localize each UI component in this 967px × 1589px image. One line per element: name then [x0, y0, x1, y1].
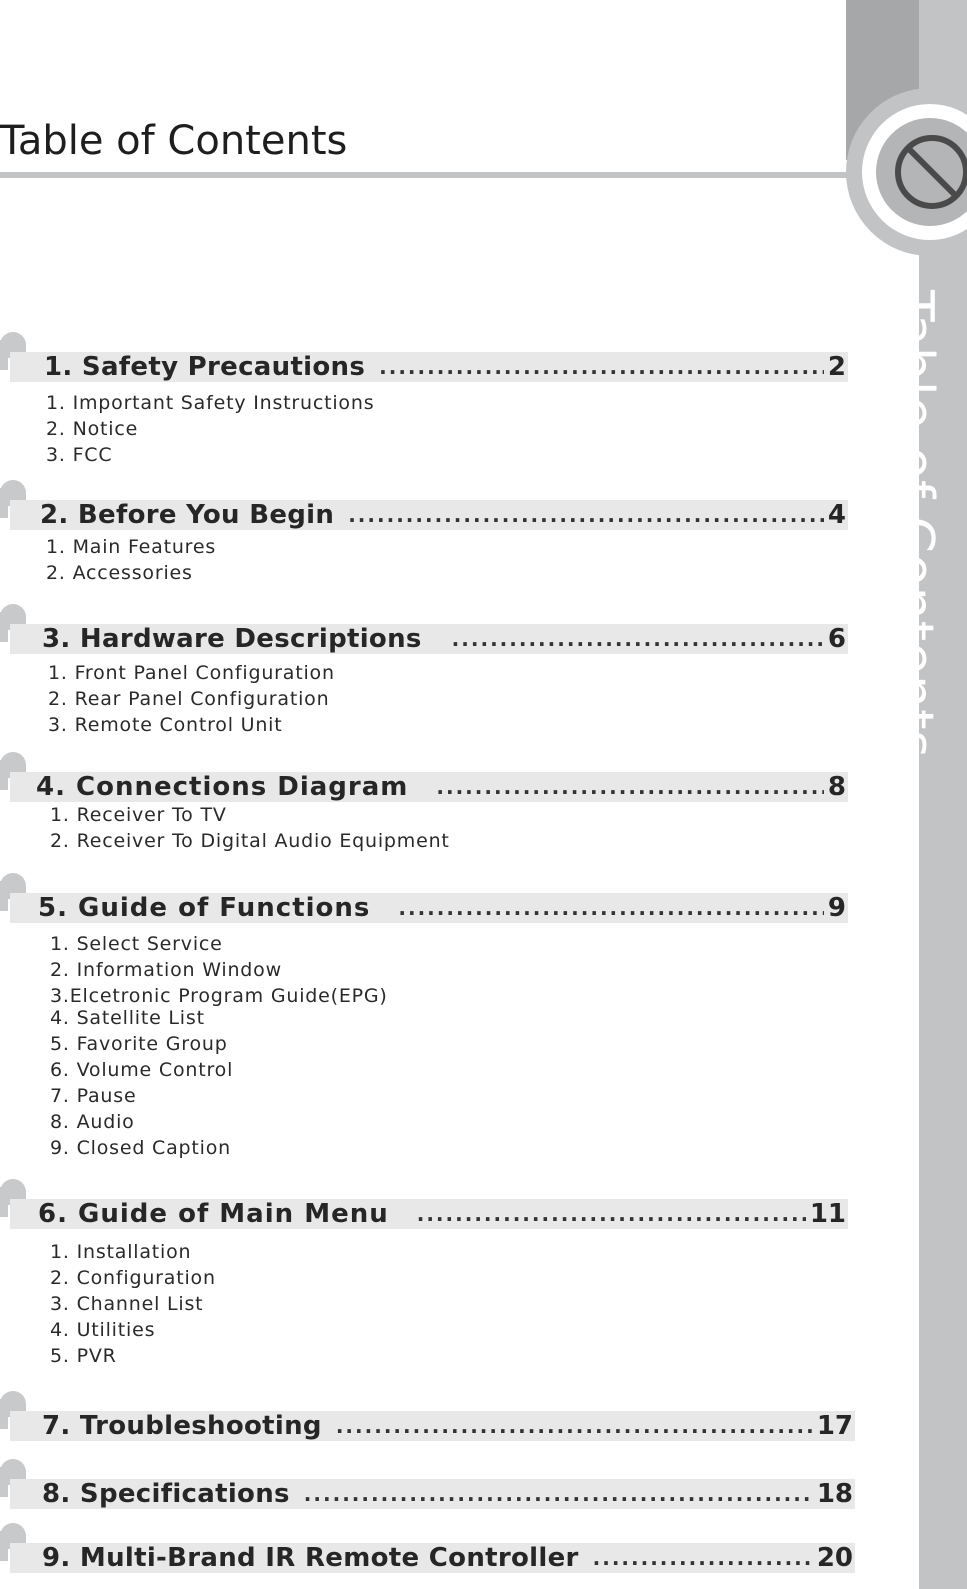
page-number: 2	[827, 352, 846, 382]
page-number: 18	[816, 1479, 853, 1509]
section-heading: 6. Guide of Main Menu	[38, 1199, 389, 1229]
list-item[interactable]: 8. Audio	[50, 1111, 135, 1133]
section-heading: 8. Specifications	[42, 1479, 290, 1509]
title-rule	[0, 172, 848, 178]
list-item[interactable]: 3. Channel List	[50, 1293, 204, 1315]
dot-leader	[452, 624, 824, 654]
list-item[interactable]: 2. Notice	[46, 418, 139, 440]
toc-entry-7[interactable]	[10, 1411, 855, 1441]
toc-entry-5[interactable]	[10, 893, 848, 923]
side-label: Table of Contents	[884, 290, 944, 759]
prohibition-icon	[890, 130, 967, 214]
list-item[interactable]: 4. Satellite List	[50, 1007, 205, 1029]
toc-entry-1[interactable]	[10, 352, 848, 382]
page-number: 6	[827, 624, 846, 654]
toc-entry-8[interactable]	[10, 1479, 855, 1509]
list-item[interactable]: 1. Receiver To TV	[50, 804, 227, 826]
toc-entry-6[interactable]	[10, 1199, 848, 1229]
list-item[interactable]: 2. Rear Panel Configuration	[48, 688, 330, 710]
toc-entry-2[interactable]	[10, 500, 848, 530]
page-number: 17	[816, 1411, 853, 1441]
dot-leader	[304, 1479, 813, 1509]
subsection-list	[48, 660, 335, 738]
subsection-list	[50, 1239, 216, 1369]
list-item[interactable]: 6. Volume Control	[50, 1059, 234, 1081]
list-item[interactable]: 7. Pause	[50, 1085, 137, 1107]
subsection-list	[46, 534, 216, 586]
list-item[interactable]: 3. Remote Control Unit	[48, 714, 283, 736]
section-heading: 1. Safety Precautions	[44, 352, 366, 382]
section-heading: 4. Connections Diagram	[36, 772, 409, 802]
dot-leader	[348, 500, 824, 530]
page-number: 8	[827, 772, 846, 802]
toc-entry-3[interactable]	[10, 624, 848, 654]
subsection-list	[50, 931, 388, 1161]
dot-leader	[593, 1543, 813, 1573]
section-heading: 5. Guide of Functions	[38, 893, 371, 923]
dot-leader	[398, 893, 824, 923]
subsection-list	[50, 802, 450, 854]
list-item[interactable]: 2. Information Window	[50, 959, 282, 981]
page-number: 4	[827, 500, 846, 530]
dot-leader	[436, 772, 824, 802]
toc-entry-4[interactable]	[10, 772, 848, 802]
section-heading: 3. Hardware Descriptions	[42, 624, 422, 654]
dot-leader	[417, 1199, 806, 1229]
list-item[interactable]: 3. FCC	[46, 444, 113, 466]
page-title: Table of Contents	[0, 118, 348, 164]
dot-leader	[379, 352, 824, 382]
list-item[interactable]: 1. Select Service	[50, 933, 223, 955]
dot-leader	[336, 1411, 813, 1441]
list-item[interactable]: 2. Receiver To Digital Audio Equipment	[50, 830, 450, 852]
list-item[interactable]: 5. Favorite Group	[50, 1033, 228, 1055]
page-number: 9	[827, 893, 846, 923]
list-item[interactable]: 2. Accessories	[46, 562, 193, 584]
list-item[interactable]: 4. Utilities	[50, 1319, 156, 1341]
section-heading: 2. Before You Begin	[40, 500, 335, 530]
toc-entry-9[interactable]	[10, 1543, 855, 1573]
section-heading: 7. Troubleshooting	[42, 1411, 322, 1441]
list-item[interactable]: 5. PVR	[50, 1345, 117, 1367]
list-item[interactable]: 9. Closed Caption	[50, 1137, 231, 1159]
subsection-list	[46, 390, 374, 468]
list-item[interactable]: 2. Configuration	[50, 1267, 216, 1289]
list-item[interactable]: 3.Elcetronic Program Guide(EPG)	[50, 985, 388, 1007]
page-number: 20	[816, 1543, 853, 1573]
section-heading: 9. Multi-Brand IR Remote Controller	[42, 1543, 579, 1573]
page-number: 11	[809, 1199, 846, 1229]
list-item[interactable]: 1. Main Features	[46, 536, 217, 558]
list-item[interactable]: 1. Important Safety Instructions	[46, 392, 375, 414]
list-item[interactable]: 1. Installation	[50, 1241, 192, 1263]
list-item[interactable]: 1. Front Panel Configuration	[48, 662, 335, 684]
